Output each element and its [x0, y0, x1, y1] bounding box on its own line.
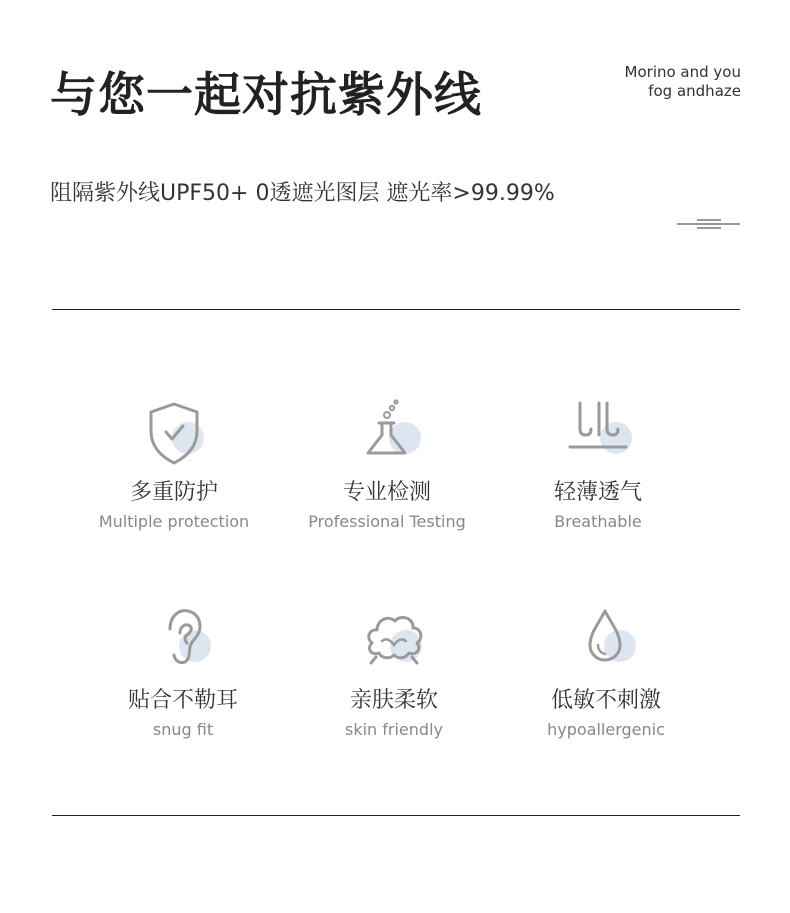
feature-en: Multiple protection	[98, 512, 250, 531]
subtitle: 阻隔紫外线UPF50+ 0透遮光图层 遮光率>99.99%	[50, 181, 555, 206]
feature-name: 亲肤柔软	[349, 688, 438, 713]
decorative-lines-icon	[677, 217, 740, 231]
feature-name: 低敏不刺激	[550, 688, 661, 713]
feature-multiple-protection	[64, 395, 284, 531]
feature-en: hypoallergenic	[547, 720, 665, 739]
divider-bottom	[52, 815, 740, 816]
flask-icon	[347, 395, 427, 475]
shield-check-icon	[134, 395, 214, 475]
feature-name: 贴合不勒耳	[127, 688, 238, 713]
feature-hypoallergenic	[496, 603, 716, 739]
ear-icon	[143, 603, 223, 683]
feature-name: 轻薄透气	[553, 480, 642, 505]
divider-top	[52, 309, 740, 310]
brand-line-2: fog andhaze	[648, 82, 741, 100]
feature-en: snug fit	[152, 720, 214, 739]
cotton-icon	[354, 603, 434, 683]
page-title: 与您一起对抗紫外线	[50, 68, 482, 123]
feature-name: 专业检测	[342, 480, 431, 505]
feature-breathable	[488, 395, 708, 531]
feature-en: skin friendly	[345, 720, 443, 739]
feature-name: 多重防护	[129, 480, 218, 505]
brand-tagline	[625, 63, 741, 101]
feature-snug-fit	[73, 603, 293, 739]
feature-en: Breathable	[554, 512, 642, 531]
feature-skin-friendly	[284, 603, 504, 739]
brand-line-1: Morino and you	[624, 63, 741, 81]
breathable-icon	[558, 395, 638, 475]
feature-professional-testing	[277, 395, 497, 531]
feature-en: Professional Testing	[308, 512, 466, 531]
droplet-icon	[566, 603, 646, 683]
